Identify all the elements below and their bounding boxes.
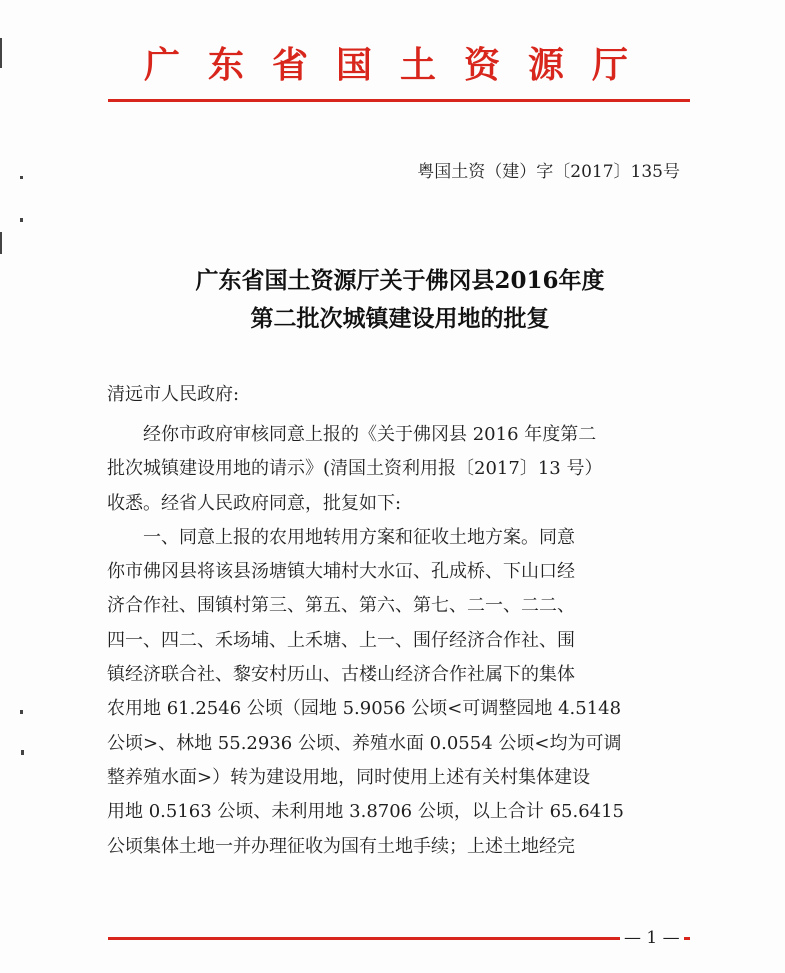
body-text [107,418,697,864]
body-line: 收悉。经省人民政府同意，批复如下: [107,492,402,514]
body-line: 你市佛冈县将该县汤塘镇大埔村大水冚、孔成桥、下山口经 [107,561,575,583]
body-line: 镇经济联合社、黎安村历山、古楼山经济合作社属下的集体 [107,664,575,686]
body-line: 济合作社、围镇村第三、第五、第六、第七、二一、二二、 [107,595,575,617]
body-line: 公顷>、林地 55.2936 公顷、养殖水面 0.0554 公顷<均为可调 [107,732,622,754]
scan-edge-mark [0,38,2,68]
letterhead-red-rule [108,99,690,102]
body-line: 一、同意上报的农用地转用方案和征收土地方案。同意 [107,526,575,548]
footer-red-rule [108,937,690,940]
scan-edge-mark [20,710,23,714]
letterhead-org-name: 广东省国土资源厅 [143,45,656,86]
document-number: 粤国土资（建）字〔2017〕135号 [417,162,680,182]
body-line: 批次城镇建设用地的请示》(清国土资利用报〔2017〕13 号） [107,458,603,480]
body-line: 整养殖水面>）转为建设用地，同时使用上述有关村集体建设 [107,766,591,788]
scan-edge-mark [0,232,2,254]
scan-edge-mark [20,218,23,222]
body-line: 用地 0.5163 公顷、未利用地 3.8706 公顷，以上合计 65.6415 [107,801,625,823]
scan-edge-mark [21,750,24,755]
body-line: 经你市政府审核同意上报的《关于佛冈县 2016 年度第二 [107,424,597,445]
scan-edge-mark [20,176,23,179]
title-line-1: 广东省国土资源厅关于佛冈县2016年度 [195,267,605,294]
title-line-2: 第二批次城镇建设用地的批复 [250,305,550,332]
body-line: 公顷集体土地一并办理征收为国有土地手续；上述土地经完 [107,835,575,857]
document-title [100,262,700,338]
page-number: — 1 — [620,926,684,950]
recipient: 清远市人民政府: [107,384,240,405]
body-line: 农用地 61.2546 公顷（园地 5.9056 公顷<可调整园地 4.5148 [107,698,622,720]
body-line: 四一、四二、禾场埔、上禾塘、上一、围仔经济合作社、围 [107,629,575,651]
